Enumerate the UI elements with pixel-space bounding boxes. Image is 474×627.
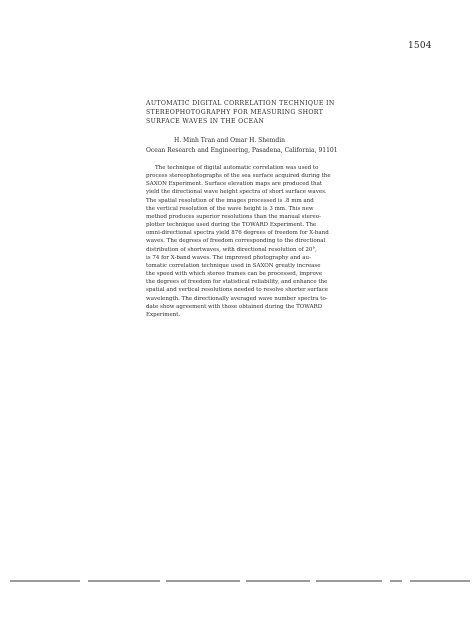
abstract-line: method produces superior resolutions than the manual stereo-	[146, 213, 321, 220]
abstract-line: process stereophotographs of the sea surface acquired during the	[146, 173, 331, 180]
abstract-line: the vertical resolution of the wave height is 3 mm. This new	[146, 205, 314, 212]
abstract-line: distribution of shortwaves, with directional resolution of 20°,	[146, 246, 317, 253]
title-line: SURFACE WAVES IN THE OCEAN	[146, 118, 265, 125]
abstract-line: The spatial resolution of the images processed is .8 mm and	[146, 197, 314, 204]
abstract-line: yield the directional wave height spectra of short surface waves.	[146, 189, 327, 196]
abstract-line: wavelength. The directionally averaged wave number spectra to-	[146, 295, 328, 302]
abstract-line: Experiment.	[146, 311, 181, 318]
authors: H. Minh Tran and Omar H. Shemdin	[174, 137, 285, 144]
bottom-rule	[10, 580, 470, 582]
abstract-line: the speed with which stereo frames can be processed, improve	[146, 271, 323, 278]
abstract-line: is 74 for X-band waves. The improved photography and au-	[146, 254, 311, 261]
abstract-line: waves. The degrees of freedom corresponding to the directional	[146, 238, 326, 245]
abstract-line: SAXON Experiment. Surface elevation maps are produced that	[146, 181, 323, 188]
paper-title	[146, 99, 376, 126]
abstract-line: date show agreement with those obtained during the TOWARD	[146, 303, 323, 310]
abstract-line: tomatic correlation technique used in SAXON greatly increase	[146, 262, 321, 269]
affiliation: Ocean Research and Engineering, Pasadena, California, 91101	[146, 147, 338, 154]
abstract-line: plotter technique used during the TOWARD Experiment. The	[146, 222, 317, 229]
bottom-rule-line	[10, 580, 470, 582]
abstract-line: the degrees of freedom for statistical reliability, and enhance the	[146, 279, 328, 286]
abstract-line: The technique of digital automatic correlation was used to	[155, 165, 319, 171]
title-line: AUTOMATIC DIGITAL CORRELATION TECHNIQUE IN	[146, 100, 335, 107]
page-number: 1504	[408, 41, 432, 51]
abstract-line: spatial and vertical resolutions needed to resolve shorter surface	[146, 287, 329, 294]
title-line: STEREOPHOTOGRAPHY FOR MEASURING SHORT	[146, 109, 324, 116]
abstract	[146, 164, 386, 319]
abstract-line: omni-directional spectra yield 876 degrees of freedom for X-band	[146, 230, 329, 237]
